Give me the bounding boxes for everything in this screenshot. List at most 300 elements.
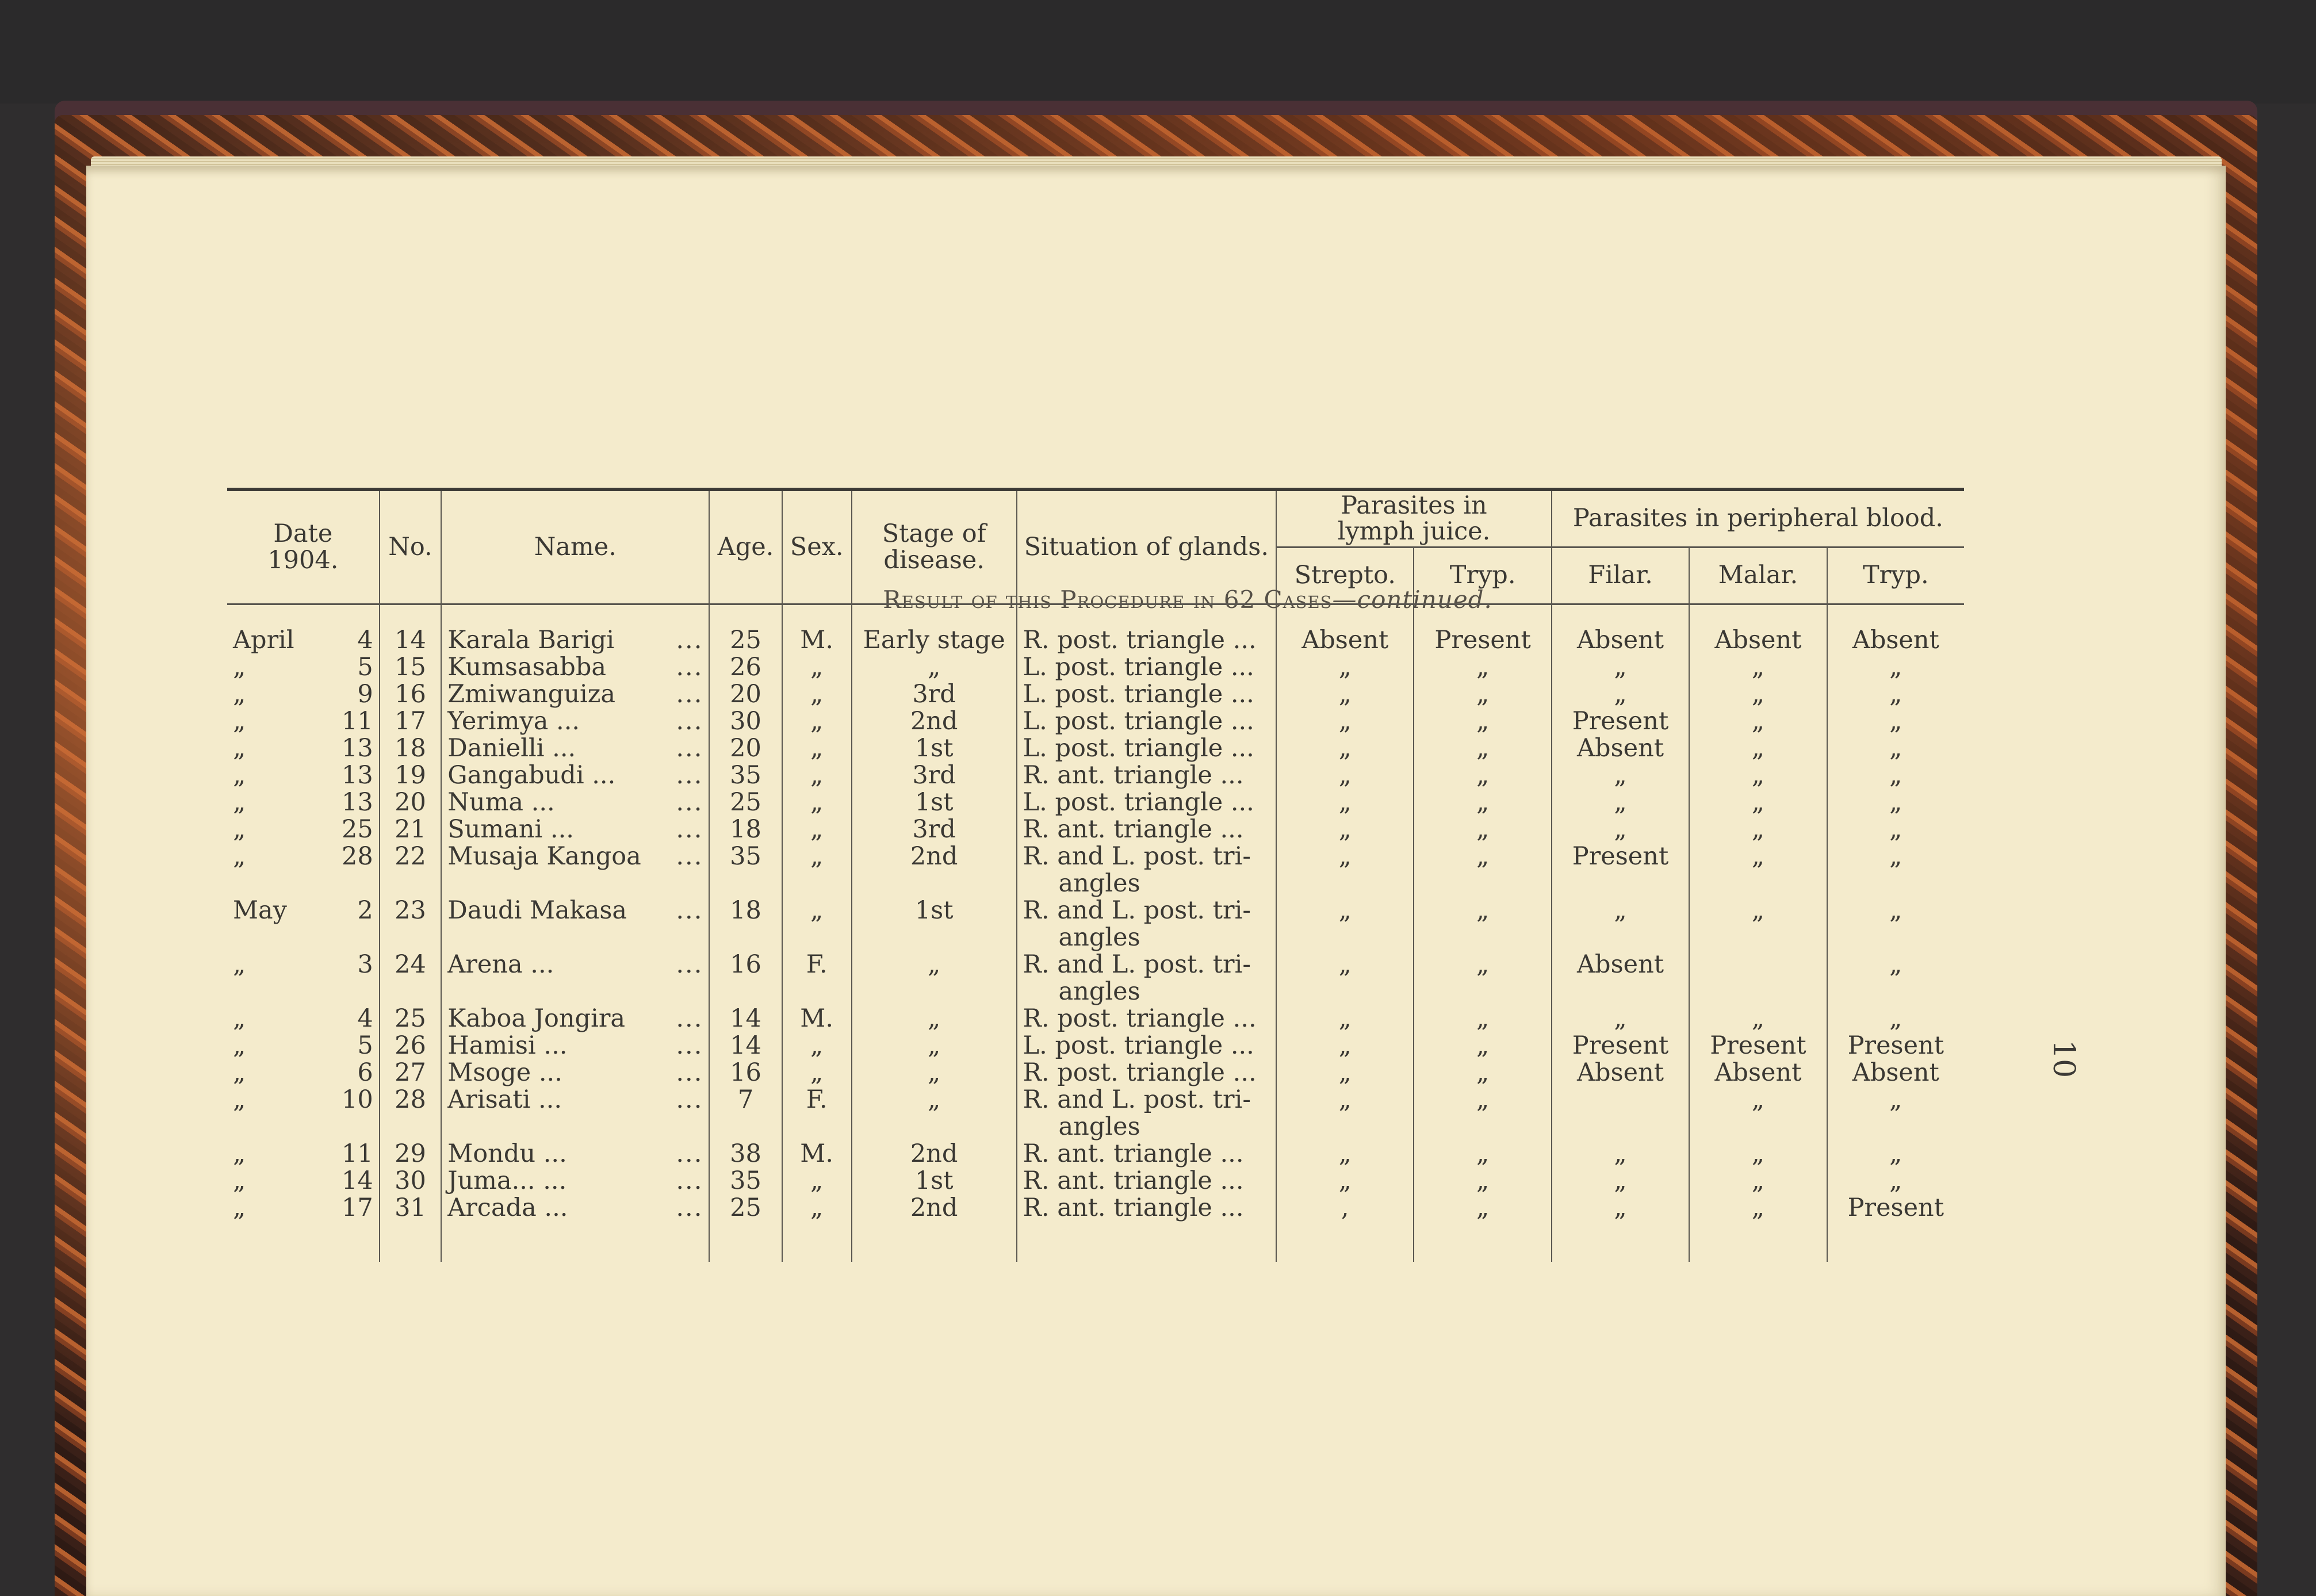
- cell-name: [441, 789, 709, 816]
- cell-name: [441, 708, 709, 735]
- date-wrap: [233, 627, 373, 654]
- cell-day: 4: [357, 1004, 373, 1033]
- cell-strepto: „: [1276, 1032, 1414, 1059]
- cell-date: [227, 1086, 380, 1140]
- cell-date: [227, 789, 380, 816]
- cell-name: [441, 1140, 709, 1168]
- page-number: 10: [2046, 1040, 2081, 1078]
- table-row: [227, 897, 1964, 951]
- cell-filar: Absent: [1552, 604, 1689, 655]
- cell-stage: „: [852, 1086, 1017, 1140]
- cell-stage: 1st: [852, 789, 1017, 816]
- name-wrap: [447, 789, 703, 816]
- cell-situation-line1: R. ant. triangle ...: [1023, 1193, 1244, 1222]
- cell-filar: „: [1552, 681, 1689, 708]
- cell-no: 17: [380, 708, 442, 735]
- cell-strepto: „: [1276, 816, 1414, 843]
- cell-situation-line2: angles: [1058, 869, 1140, 898]
- cell-strepto: „: [1276, 762, 1414, 789]
- cell-month: „: [233, 788, 246, 817]
- cell-tryp-blood: Absent: [1827, 1059, 1964, 1086]
- cell-stage: 1st: [852, 1168, 1017, 1195]
- cell-name-dots: ...: [676, 1058, 703, 1087]
- cell-sex: „: [782, 1168, 852, 1195]
- cell-tryp-lymph: „: [1414, 897, 1551, 951]
- cell-sex: „: [782, 708, 852, 735]
- cell-situation-line2: angles: [1058, 977, 1140, 1006]
- name-wrap: [447, 1140, 703, 1168]
- cell-malar: „: [1689, 1005, 1827, 1032]
- cell-no: 20: [380, 789, 442, 816]
- cell-stage: Early stage: [852, 604, 1017, 655]
- cell-name: [441, 951, 709, 1005]
- cell-strepto: „: [1276, 951, 1414, 1005]
- cell-stage: 3rd: [852, 762, 1017, 789]
- date-wrap: [233, 1005, 373, 1032]
- cell-name: [441, 816, 709, 843]
- cell-tryp-lymph: „: [1414, 951, 1551, 1005]
- cell-date: [227, 681, 380, 708]
- cell-date: [227, 1195, 380, 1262]
- cell-name-text: Karala Barigi: [447, 626, 615, 655]
- header-malar: Malar.: [1689, 548, 1827, 604]
- cell-filar: Present: [1552, 1032, 1689, 1059]
- cell-age: 38: [709, 1140, 782, 1168]
- cell-malar: „: [1689, 654, 1827, 681]
- header-tryp-lymph: Tryp.: [1414, 548, 1551, 604]
- cell-sex: „: [782, 1032, 852, 1059]
- cell-tryp-blood: „: [1827, 1140, 1964, 1168]
- cell-tryp-lymph: „: [1414, 816, 1551, 843]
- cell-tryp-lymph: „: [1414, 708, 1551, 735]
- cell-tryp-blood: Absent: [1827, 604, 1964, 655]
- cell-name-dots: ...: [676, 950, 703, 979]
- cell-situation: [1017, 1032, 1277, 1059]
- background-top: [0, 0, 2316, 104]
- cell-month: „: [233, 653, 246, 682]
- cell-no: 23: [380, 897, 442, 951]
- cell-no: 22: [380, 843, 442, 897]
- table-row: [227, 1059, 1964, 1086]
- cell-sex: M.: [782, 1005, 852, 1032]
- cell-day: 3: [357, 950, 373, 979]
- cell-date: [227, 816, 380, 843]
- date-wrap: [233, 681, 373, 708]
- cell-tryp-lymph: „: [1414, 1140, 1551, 1168]
- cell-filar: Present: [1552, 843, 1689, 897]
- cell-tryp-blood: „: [1827, 897, 1964, 951]
- cell-name: [441, 1086, 709, 1140]
- header-age: Age.: [709, 489, 782, 604]
- cell-situation: [1017, 1168, 1277, 1195]
- cell-strepto: „: [1276, 654, 1414, 681]
- cell-day: 25: [341, 815, 373, 844]
- cell-no: 15: [380, 654, 442, 681]
- cell-name-dots: ...: [676, 626, 703, 655]
- cell-name: [441, 654, 709, 681]
- cell-tryp-lymph: „: [1414, 1059, 1551, 1086]
- cell-name-text: Arisati ...: [447, 1085, 562, 1114]
- cell-situation: [1017, 1059, 1277, 1086]
- cell-month: „: [233, 950, 246, 979]
- cell-situation-line1: L. post. triangle ...: [1023, 788, 1254, 817]
- cell-name-dots: ...: [676, 1031, 703, 1060]
- cell-malar: Absent: [1689, 604, 1827, 655]
- cell-situation: [1017, 897, 1277, 951]
- header-group-blood: Parasites in peripheral blood.: [1552, 489, 1964, 548]
- cell-filar: Absent: [1552, 951, 1689, 1005]
- cell-stage: „: [852, 1032, 1017, 1059]
- cell-sex: „: [782, 681, 852, 708]
- cell-situation-line1: R. and L. post. tri-: [1023, 842, 1251, 871]
- cell-stage: „: [852, 1005, 1017, 1032]
- cell-month: „: [233, 1166, 246, 1195]
- cell-malar: „: [1689, 708, 1827, 735]
- table-row: [227, 816, 1964, 843]
- cell-tryp-blood: „: [1827, 951, 1964, 1005]
- cell-situation: [1017, 1005, 1277, 1032]
- cell-day: 5: [357, 1031, 373, 1060]
- header-situation: Situation of glands.: [1017, 489, 1277, 604]
- cell-stage: 2nd: [852, 843, 1017, 897]
- cell-filar: „: [1552, 654, 1689, 681]
- cell-name-dots: ...: [676, 707, 703, 736]
- cell-name: [441, 1168, 709, 1195]
- cell-name-dots: ...: [676, 1004, 703, 1033]
- cell-no: 25: [380, 1005, 442, 1032]
- cell-name-text: Mondu ...: [447, 1139, 567, 1168]
- cell-situation: [1017, 681, 1277, 708]
- cell-name-text: Musaja Kangoa: [447, 842, 641, 871]
- cell-age: 25: [709, 789, 782, 816]
- cell-strepto: „: [1276, 1086, 1414, 1140]
- date-wrap: [233, 1140, 373, 1168]
- table-row: [227, 1168, 1964, 1195]
- cell-no: 21: [380, 816, 442, 843]
- cell-situation: [1017, 1195, 1277, 1262]
- cell-malar: „: [1689, 789, 1827, 816]
- cell-situation: [1017, 951, 1277, 1005]
- cell-tryp-lymph: „: [1414, 735, 1551, 762]
- header-tryp-blood: Tryp.: [1827, 548, 1964, 604]
- cell-month: „: [233, 1031, 246, 1060]
- cell-name-dots: ...: [676, 842, 703, 871]
- cell-strepto: „: [1276, 1168, 1414, 1195]
- cell-tryp-lymph: „: [1414, 1195, 1551, 1262]
- cell-filar: „: [1552, 1168, 1689, 1195]
- cell-situation-line1: R. post. triangle ...: [1023, 626, 1257, 655]
- cell-date: [227, 604, 380, 655]
- cell-name: [441, 843, 709, 897]
- cell-age: 7: [709, 1086, 782, 1140]
- name-wrap: [447, 1032, 703, 1059]
- cell-strepto: „: [1276, 789, 1414, 816]
- cell-filar: „: [1552, 762, 1689, 789]
- header-filar: Filar.: [1552, 548, 1689, 604]
- cell-situation-line1: L. post. triangle ...: [1023, 653, 1254, 682]
- cell-sex: „: [782, 735, 852, 762]
- name-wrap: [447, 1168, 703, 1195]
- cell-name-text: Sumani ...: [447, 815, 574, 844]
- cell-name-text: Numa ...: [447, 788, 555, 817]
- name-wrap: [447, 708, 703, 735]
- cell-no: 30: [380, 1168, 442, 1195]
- cell-tryp-blood: „: [1827, 735, 1964, 762]
- cell-malar: „: [1689, 1168, 1827, 1195]
- table-row: [227, 1086, 1964, 1140]
- cell-day: 28: [341, 842, 373, 871]
- cell-situation-line1: R. post. triangle ...: [1023, 1004, 1257, 1033]
- cell-day: 14: [341, 1166, 373, 1195]
- date-wrap: [233, 816, 373, 843]
- header-stage-label: Stage of disease.: [882, 519, 986, 575]
- name-wrap: [447, 735, 703, 762]
- header-group-lymph-label: Parasites in lymph juice.: [1337, 491, 1491, 546]
- cell-no: 16: [380, 681, 442, 708]
- cell-situation-line1: R. and L. post. tri-: [1023, 950, 1251, 979]
- cell-malar: Present: [1689, 1032, 1827, 1059]
- cell-name-text: Arcada ...: [447, 1193, 568, 1222]
- cell-tryp-lymph: „: [1414, 789, 1551, 816]
- cell-day: 4: [357, 626, 373, 655]
- cell-sex: F.: [782, 951, 852, 1005]
- cell-malar: „: [1689, 1195, 1827, 1262]
- cell-situation-line2: angles: [1058, 923, 1140, 952]
- cell-name: [441, 681, 709, 708]
- cell-stage: 2nd: [852, 1195, 1017, 1262]
- cell-situation-line1: R. and L. post. tri-: [1023, 896, 1251, 925]
- cell-stage: 3rd: [852, 816, 1017, 843]
- cell-name-dots: ...: [676, 1085, 703, 1114]
- cell-strepto: Absent: [1276, 604, 1414, 655]
- cell-situation-line1: L. post. triangle ...: [1023, 1031, 1254, 1060]
- cell-filar: [1552, 1086, 1689, 1140]
- table-row: [227, 681, 1964, 708]
- cell-malar: „: [1689, 1140, 1827, 1168]
- cell-age: 18: [709, 897, 782, 951]
- cell-age: 18: [709, 816, 782, 843]
- cell-situation: [1017, 1140, 1277, 1168]
- name-wrap: [447, 816, 703, 843]
- cell-stage: „: [852, 1059, 1017, 1086]
- cell-tryp-blood: „: [1827, 843, 1964, 897]
- header-row-1: [227, 489, 1964, 548]
- table-row: [227, 1005, 1964, 1032]
- cell-day: 13: [341, 788, 373, 817]
- name-wrap: [447, 627, 703, 654]
- cell-age: 26: [709, 654, 782, 681]
- cell-situation-line1: L. post. triangle ...: [1023, 707, 1254, 736]
- name-wrap: [447, 843, 703, 870]
- cell-tryp-lymph: „: [1414, 1168, 1551, 1195]
- cell-sex: „: [782, 789, 852, 816]
- cell-tryp-blood: „: [1827, 762, 1964, 789]
- cell-tryp-blood: „: [1827, 654, 1964, 681]
- cell-no: 14: [380, 604, 442, 655]
- cell-age: 30: [709, 708, 782, 735]
- table-row: [227, 843, 1964, 897]
- cell-strepto: „: [1276, 708, 1414, 735]
- cell-stage: 3rd: [852, 681, 1017, 708]
- cell-strepto: „: [1276, 1140, 1414, 1168]
- cell-day: 11: [341, 707, 373, 736]
- cell-name-text: Msoge ...: [447, 1058, 562, 1087]
- name-wrap: [447, 654, 703, 681]
- header-sex: Sex.: [782, 489, 852, 604]
- date-wrap: [233, 843, 373, 870]
- cell-sex: „: [782, 843, 852, 897]
- cell-situation: [1017, 735, 1277, 762]
- cell-tryp-blood: „: [1827, 708, 1964, 735]
- cell-situation-line1: R. post. triangle ...: [1023, 1058, 1257, 1087]
- cell-month: „: [233, 1193, 246, 1222]
- cell-date: [227, 1059, 380, 1086]
- cell-strepto: „: [1276, 1059, 1414, 1086]
- cell-no: 18: [380, 735, 442, 762]
- cell-day: 10: [341, 1085, 373, 1114]
- cell-date: [227, 1140, 380, 1168]
- cell-month: „: [233, 1004, 246, 1033]
- cell-strepto: „: [1276, 1005, 1414, 1032]
- cell-date: [227, 654, 380, 681]
- cell-tryp-lymph: „: [1414, 762, 1551, 789]
- cell-name-dots: ...: [676, 1139, 703, 1168]
- name-wrap: [447, 1005, 703, 1032]
- date-wrap: [233, 1059, 373, 1086]
- cell-name-text: Zmiwanguiza: [447, 680, 616, 709]
- cell-name-dots: ...: [676, 788, 703, 817]
- cell-day: 11: [341, 1139, 373, 1168]
- cell-name-text: Kumsasabba: [447, 653, 606, 682]
- cell-situation-line1: R. ant. triangle ...: [1023, 1139, 1244, 1168]
- cell-no: 29: [380, 1140, 442, 1168]
- cell-date: [227, 735, 380, 762]
- cell-name: [441, 1195, 709, 1262]
- cell-situation-line2: angles: [1058, 1112, 1140, 1141]
- header-date: [227, 489, 380, 604]
- cell-name: [441, 735, 709, 762]
- cell-month: „: [233, 680, 246, 709]
- cell-tryp-blood: Present: [1827, 1195, 1964, 1262]
- cell-situation: [1017, 654, 1277, 681]
- date-wrap: [233, 1195, 373, 1222]
- cell-name-text: Danielli ...: [447, 734, 576, 763]
- cell-situation: [1017, 789, 1277, 816]
- table-row: [227, 951, 1964, 1005]
- cell-name-text: Kaboa Jongira: [447, 1004, 626, 1033]
- cell-name: [441, 897, 709, 951]
- cell-age: 25: [709, 1195, 782, 1262]
- table-row: [227, 654, 1964, 681]
- cell-name-dots: ...: [676, 680, 703, 709]
- cell-situation-line1: R. and L. post. tri-: [1023, 1085, 1251, 1114]
- cell-situation-line1: L. post. triangle ...: [1023, 734, 1254, 763]
- header-stage: [852, 489, 1017, 604]
- date-wrap: [233, 654, 373, 681]
- cell-age: 20: [709, 681, 782, 708]
- cell-day: 13: [341, 761, 373, 790]
- cell-situation-line1: L. post. triangle ...: [1023, 680, 1254, 709]
- cell-strepto: „: [1276, 843, 1414, 897]
- cell-name: [441, 1059, 709, 1086]
- cell-tryp-blood: „: [1827, 1086, 1964, 1140]
- name-wrap: [447, 951, 703, 978]
- header-strepto: Strepto.: [1276, 548, 1414, 604]
- date-wrap: [233, 1168, 373, 1195]
- cell-situation-line1: R. ant. triangle ...: [1023, 815, 1244, 844]
- cell-month: „: [233, 842, 246, 871]
- cell-tryp-blood: „: [1827, 681, 1964, 708]
- cell-situation: [1017, 816, 1277, 843]
- cell-date: [227, 951, 380, 1005]
- cell-sex: „: [782, 1195, 852, 1262]
- cell-strepto: „: [1276, 735, 1414, 762]
- cell-stage: „: [852, 654, 1017, 681]
- cell-filar: „: [1552, 1140, 1689, 1168]
- cell-stage: „: [852, 951, 1017, 1005]
- cell-name-dots: ...: [676, 653, 703, 682]
- cell-filar: „: [1552, 789, 1689, 816]
- cell-name-dots: ...: [676, 896, 703, 925]
- cell-tryp-lymph: „: [1414, 654, 1551, 681]
- cell-name: [441, 762, 709, 789]
- cell-filar: Absent: [1552, 735, 1689, 762]
- cell-month: „: [233, 1085, 246, 1114]
- cell-sex: M.: [782, 1140, 852, 1168]
- cases-table: [227, 488, 1964, 1262]
- cell-tryp-lymph: „: [1414, 681, 1551, 708]
- cell-age: 35: [709, 843, 782, 897]
- cell-name-text: Arena ...: [447, 950, 554, 979]
- date-wrap: [233, 735, 373, 762]
- date-wrap: [233, 897, 373, 924]
- cell-stage: 1st: [852, 735, 1017, 762]
- cell-day: 6: [357, 1058, 373, 1087]
- cell-name-text: Yerimya ...: [447, 707, 580, 736]
- cell-situation-line1: R. ant. triangle ...: [1023, 1166, 1244, 1195]
- table-row: [227, 1140, 1964, 1168]
- date-wrap: [233, 1032, 373, 1059]
- cell-date: [227, 843, 380, 897]
- date-wrap: [233, 1086, 373, 1113]
- cell-filar: „: [1552, 897, 1689, 951]
- cell-situation: [1017, 708, 1277, 735]
- cell-month: „: [233, 707, 246, 736]
- cell-day: 9: [357, 680, 373, 709]
- caption-continued: —continued.: [1332, 585, 1492, 614]
- table-row: [227, 604, 1964, 655]
- cell-age: 14: [709, 1032, 782, 1059]
- cell-month: „: [233, 734, 246, 763]
- cell-day: 13: [341, 734, 373, 763]
- table-row: [227, 789, 1964, 816]
- cell-malar: „: [1689, 735, 1827, 762]
- cell-no: 31: [380, 1195, 442, 1262]
- cell-name-dots: ...: [676, 734, 703, 763]
- cell-malar: „: [1689, 762, 1827, 789]
- name-wrap: [447, 762, 703, 789]
- cell-no: 26: [380, 1032, 442, 1059]
- table-body: [227, 604, 1964, 1262]
- table-row: [227, 1195, 1964, 1262]
- cell-situation: [1017, 604, 1277, 655]
- cell-tryp-blood: Present: [1827, 1032, 1964, 1059]
- cell-day: 2: [357, 896, 373, 925]
- table-row: [227, 708, 1964, 735]
- caption-main: Result of this Procedure in 62 Cases: [883, 585, 1333, 614]
- cell-sex: M.: [782, 604, 852, 655]
- cell-no: 27: [380, 1059, 442, 1086]
